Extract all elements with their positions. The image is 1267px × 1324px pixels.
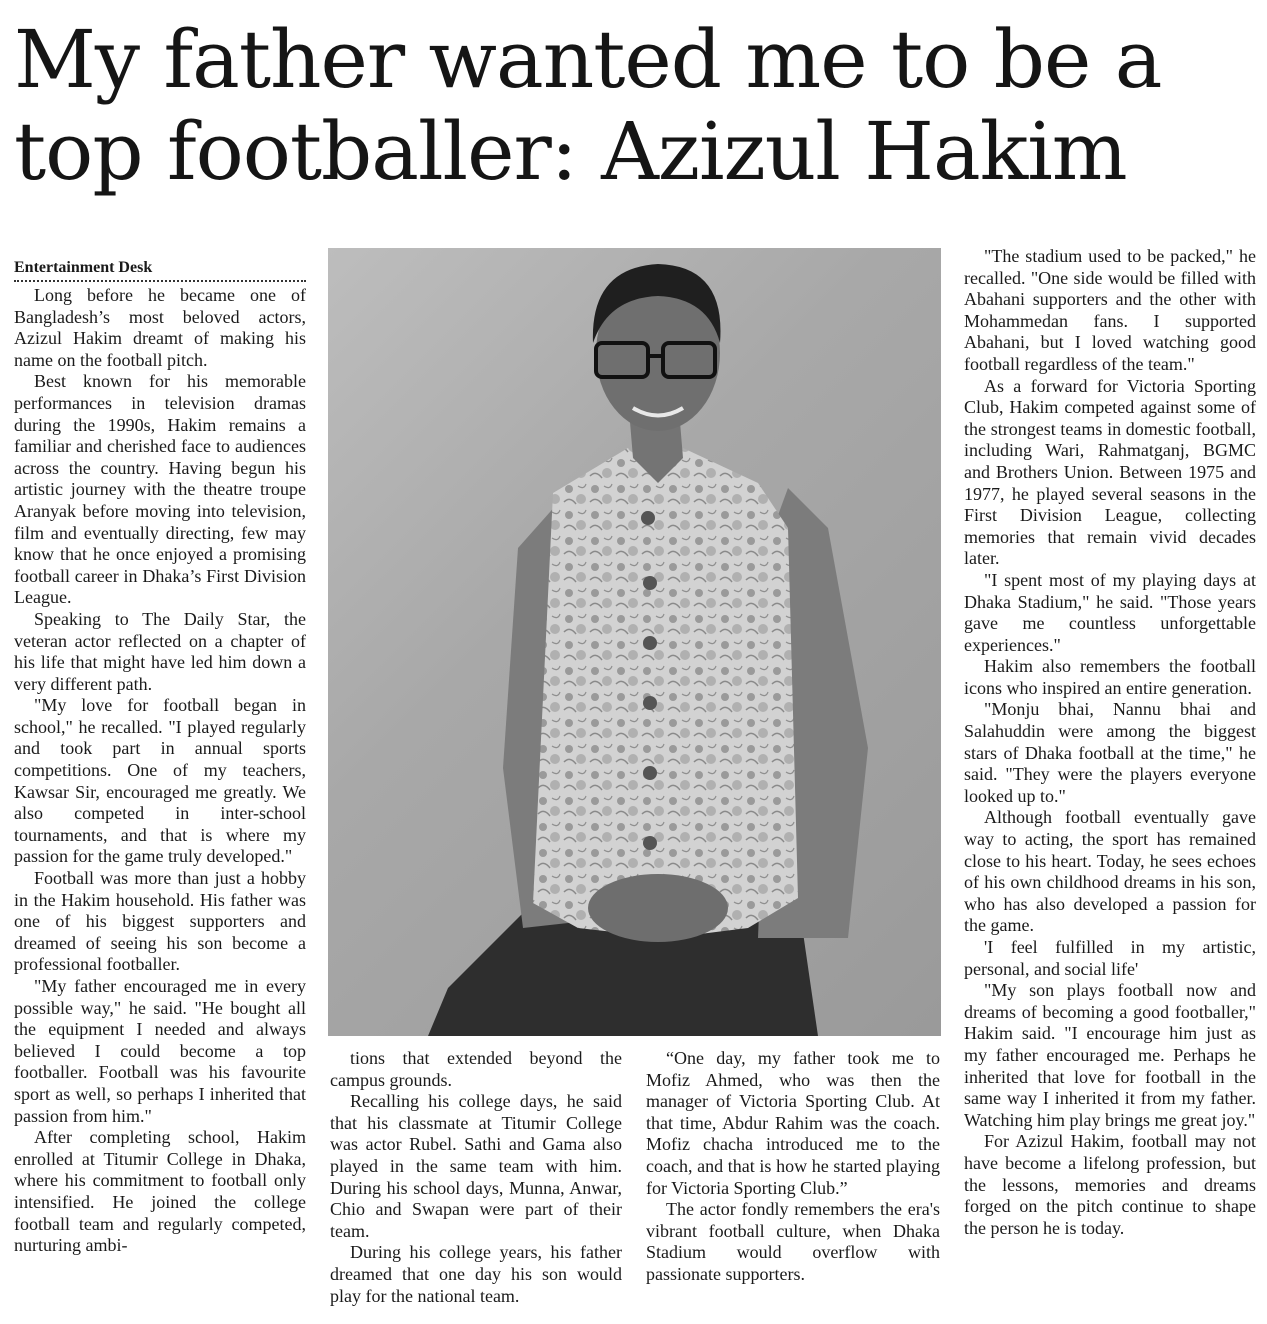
portrait-figure <box>328 248 941 1036</box>
article-paragraph: Long before he became one of Bangladesh’s most beloved actors, Azizul Hakim dreamt of making his name on the football pitch. <box>14 285 306 370</box>
article-paragraph: As a forward for Victoria Sporting Club, Hakim competed against some of the strongest teams in domestic football, including Wari, Rahmatganj, BGMC and Brothers Union. Between 1975 and 1977, he played several seasons in the First Division League, collecting memories that remain vivid decades later. <box>964 375 1256 569</box>
article-paragraph: “One day, my father took me to Mofiz Ahmed, who was then the manager of Victoria Sporting Club. At that time, Abdur Rahim was the coach. Mofiz chacha introduced me to the coach, and that is how he started playing for Victoria Sporting Club.” <box>646 1048 940 1198</box>
column-1-text <box>14 285 306 1257</box>
portrait-photo <box>328 248 941 1036</box>
article-paragraph: 'I feel fulfilled in my artistic, personal, and social life' <box>964 937 1256 979</box>
article-paragraph: After completing school, Hakim enrolled at Titumir College in Dhaka, where his commitment to football only intensified. He joined the college football team and regularly competed, nurturing ambi- <box>14 1127 306 1256</box>
article-paragraph: Recalling his college days, he said that his classmate at Titumir College was actor Rubel. Sathi and Gama also played in the same team with him. During his school days, Munna, Anwar, Chio and Swapan were part of their team. <box>330 1091 622 1241</box>
article-column-2 <box>330 1048 622 1307</box>
article-paragraph: "I spent most of my playing days at Dhaka Stadium," he said. "Those years gave me countless unforgettable experiences." <box>964 569 1256 655</box>
article-paragraph: "My son plays football now and dreams of becoming a good footballer," Hakim said. "I encourage him just as my father encouraged me. Perhaps he inherited that love for football in the same way I inherited it from my father. Watching him play brings me great joy." <box>964 980 1256 1130</box>
article-paragraph: Speaking to The Daily Star, the veteran actor reflected on a chapter of his life that might have led him down a very different path. <box>14 608 306 694</box>
byline: Entertainment Desk <box>14 258 306 282</box>
column-2-text <box>330 1048 622 1307</box>
article-column-1 <box>14 258 306 1257</box>
article-paragraph: "My father encouraged me in every possible way," he said. "He bought all the equipment I needed and always believed I could become a top footballer. Football was his favourite sport as well, so perhaps I inherited that passion from him." <box>14 976 306 1126</box>
article-paragraph: For Azizul Hakim, football may not have become a lifelong profession, but the lessons, memories and dreams forged on the pitch continue to shape the person he is today. <box>964 1131 1256 1238</box>
headline: My father wanted me to be a top footballer: Azizul Hakim <box>14 13 1162 198</box>
article-paragraph: tions that extended beyond the campus grounds. <box>330 1048 622 1090</box>
article-paragraph: During his college years, his father dreamed that one day his son would play for the national team. <box>330 1242 622 1306</box>
column-4-text <box>964 246 1256 1239</box>
article-paragraph: Hakim also remembers the football icons who inspired an entire generation. <box>964 656 1256 698</box>
article-paragraph: Best known for his memorable performances in television dramas during the 1990s, Hakim remains a familiar and cherished face to audiences across the country. Having begun his artistic journey with the theatre troupe Aranyak before moving into television, film and eventually directing, few may know that he once enjoyed a promising football career in Dhaka’s First Division League. <box>14 371 306 608</box>
article-paragraph: Football was more than just a hobby in the Hakim household. His father was one of his biggest supporters and dreamed of seeing his son become a professional footballer. <box>14 868 306 975</box>
article-paragraph: "Monju bhai, Nannu bhai and Salahuddin were among the biggest stars of Dhaka football at the time," he said. "They were the players everyone looked up to." <box>964 699 1256 806</box>
article-paragraph: The actor fondly remembers the era's vibrant football culture, when Dhaka Stadium would overflow with passionate supporters. <box>646 1199 940 1284</box>
article-column-4 <box>964 246 1256 1239</box>
column-3-text <box>646 1048 940 1286</box>
article-paragraph: "The stadium used to be packed," he recalled. "One side would be filled with Abahani supporters and the other with Mohammedan fans. I supported Abahani, but I loved watching good football regardless of the team." <box>964 246 1256 374</box>
article-paragraph: "My love for football began in school," he recalled. "I played regularly and took part in annual sports competitions. One of my teachers, Kawsar Sir, encouraged me greatly. We also competed in inter-school tournaments, and that is where my passion for the game truly developed." <box>14 695 306 867</box>
article-paragraph: Although football eventually gave way to acting, the sport has remained close to his heart. Today, he sees echoes of his own childhood dreams in his son, who has also developed a passion for the game. <box>964 807 1256 936</box>
article-column-3 <box>646 1048 940 1286</box>
